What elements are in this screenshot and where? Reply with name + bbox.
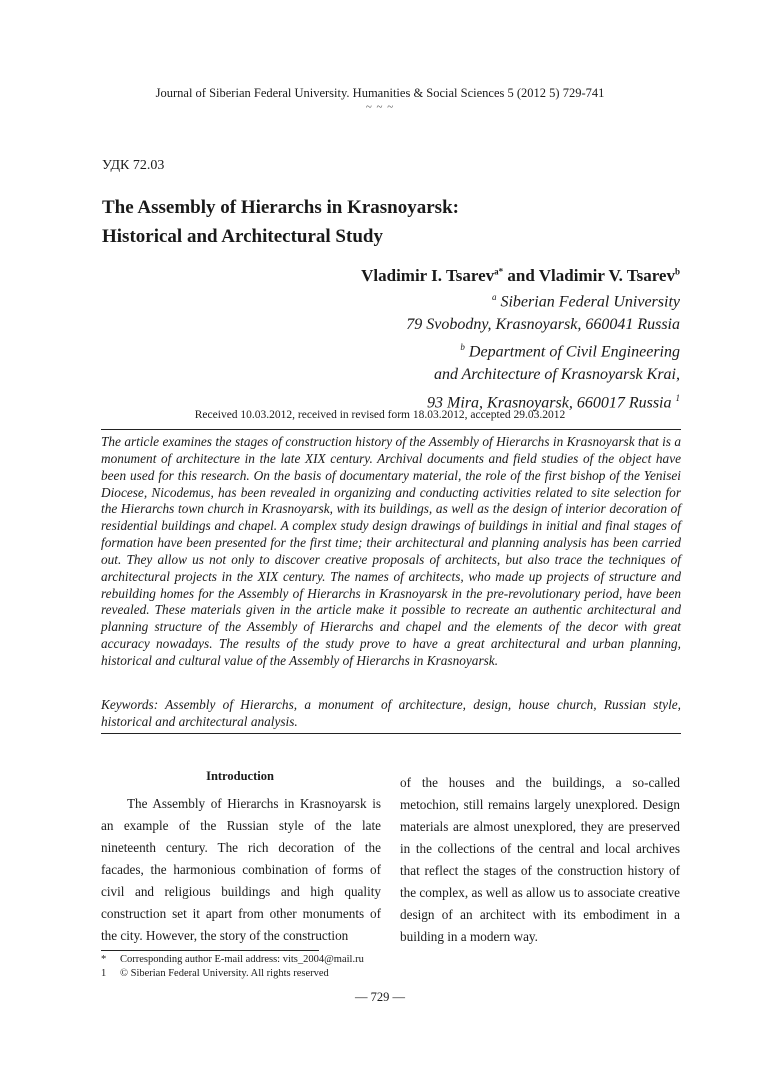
abstract-bottom-rule xyxy=(101,733,681,734)
affiliation-b-mark: b xyxy=(460,342,465,353)
affiliation-b-line-3: 93 Mira, Krasnoyarsk, 660017 Russia $^1$ xyxy=(427,392,680,411)
footnote-rule xyxy=(101,950,319,951)
article-title xyxy=(102,193,662,251)
affiliation-a-line-1: $^a$ Siberian Federal University xyxy=(491,292,680,311)
keywords: Keywords: Assembly of Hierarchs, a monument of architecture, design, house church, Russian style, historical and architectural analysis. xyxy=(101,697,681,729)
footnote-corresponding xyxy=(101,953,364,967)
affiliation-b-line-1: $^b$ Department of Civil Engineering xyxy=(460,342,680,361)
author-2: Vladimir V. Tsarev xyxy=(538,266,675,285)
page-number: — 729 — xyxy=(355,990,405,1004)
title-line-2: Historical and Architectural Study xyxy=(102,226,383,247)
affiliations xyxy=(406,286,680,414)
title-line-1: The Assembly of Hierarchs in Krasnoyarsk: xyxy=(102,197,459,218)
abstract-top-rule xyxy=(101,429,681,430)
footnote-mark: 1 xyxy=(101,968,107,979)
body-column-1: The Assembly of Hierarchs in Krasnoyarsk is an example of the Russian style of the late nineteenth century. The rich decoration of the facades, the harmonious combination of forms of civil and religious buildings and high quality construction set it apart from other monuments of the city. However, the story of the construction xyxy=(101,796,381,943)
footnote-text: © Siberian Federal University. All rights reserved xyxy=(120,968,329,979)
author-1-mark: a* xyxy=(494,266,504,277)
affiliation-a-line-2: 79 Svobodny, Krasnoyarsk, 660041 Russia xyxy=(406,315,680,333)
affiliation-a-mark: a xyxy=(491,292,497,302)
body-column-2: of the houses and the buildings, a so-called metochion, still remains largely unexplored. Design materials are almost unexplored, they are preserved in the collections of the central and local archives that reflect the stages of the construction history of the complex, as well as allow us to associate creative design of an architect with its embodiment in a building in a modern way. xyxy=(400,775,680,944)
abstract: The article examines the stages of construction history of the Assembly of Hierarchs in Krasnoyarsk that is a monument of architecture in the late XIX century. Archival documents and field studies of the object have been used for this research. On the basis of documentary material, the role of the first bishop of the Yenisei Diocese, Nicodemus, has been revealed in organizing and conducting activities related to site selection for the Hierarchs town church in Krasnoyarsk, with its buildings, as well as the design of interior decoration of residential buildings and chapel. A complex study design drawings of buildings in initial and final stages of formation have been presented for the first time; their architectural and planning analysis has been carried out. They allow us not only to discover creative proposals of architects, but also trace the techniques of architectural projects in the XIX century. The names of architects, who made up projects of structure and rebuilding homes for the Assembly of Hierarchs in Krasnoyarsk in the pre-revolutionary period, have been revealed. These materials given in the article make it possible to recreate an authentic architectural and planning structure of the Assembly of Hierarchs and chapel and the elements of the decor with great accuracy nowadays. The results of the study prove to have a great architectural and urban planning, historical and cultural value of the Assembly of Hierarchs in Krasnoyarsk. xyxy=(101,434,681,668)
introduction-heading: Introduction xyxy=(206,769,274,783)
journal-header: Journal of Siberian Federal University. Humanities & Social Sciences 5 (2012 5) 729-741 xyxy=(155,86,605,100)
affiliation-b-note: 1 xyxy=(675,392,680,403)
author-2-mark: b xyxy=(674,266,680,277)
footnote-copyright xyxy=(101,967,329,981)
authors-and: and xyxy=(503,266,539,285)
udk-code: УДК 72.03 xyxy=(102,158,165,173)
footnote-mark: * xyxy=(101,954,107,965)
received-dates: Received 10.03.2012, received in revised form 18.03.2012, accepted 29.03.2012 xyxy=(194,409,566,421)
author-1: Vladimir I. Tsarev xyxy=(361,266,495,285)
authors xyxy=(361,266,680,286)
affiliation-b-line-2: and Architecture of Krasnoyarsk Krai, xyxy=(433,366,680,384)
footnote-text: Corresponding author E-mail address: vits_2004@mail.ru xyxy=(120,954,364,965)
header-separator: ~ ~ ~ xyxy=(365,101,395,113)
